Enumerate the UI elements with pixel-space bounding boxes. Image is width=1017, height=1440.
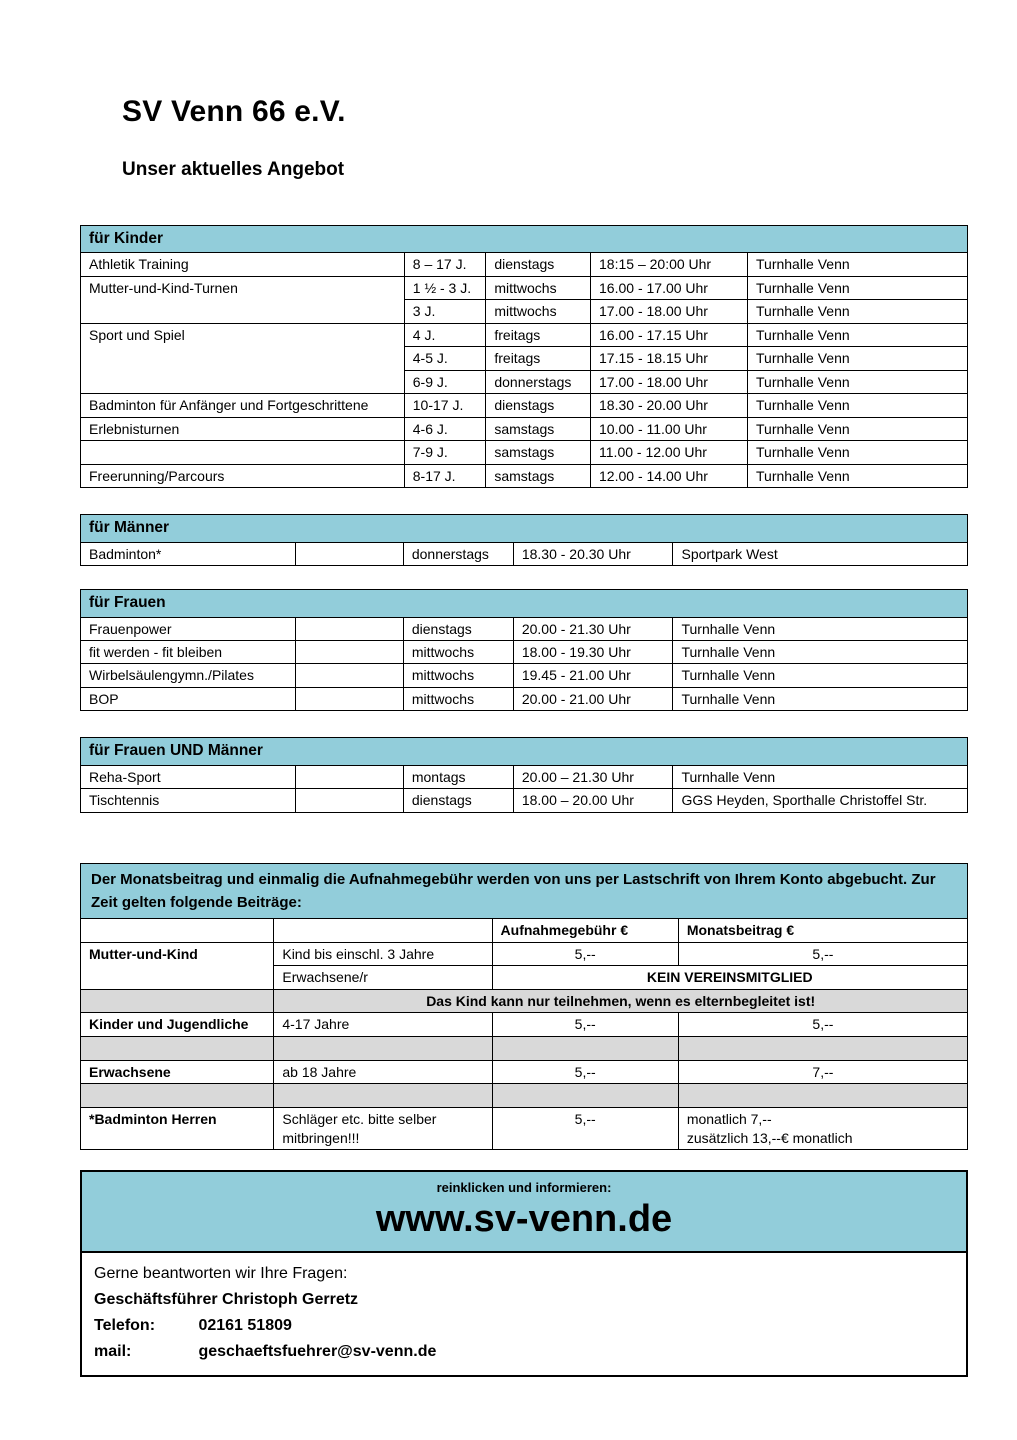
empty-cell (274, 919, 492, 942)
age-cell (295, 687, 403, 710)
detail-cell: Schläger etc. bitte selber mitbringen!!! (274, 1108, 492, 1150)
activity-cell: Tischtennis (81, 789, 296, 812)
time-cell: 17.00 - 18.00 Uhr (591, 370, 748, 393)
fee-cell (678, 1108, 967, 1150)
day-cell: mittwochs (403, 687, 513, 710)
time-cell: 20.00 – 21.30 Uhr (513, 765, 673, 788)
table-beitraege (80, 863, 968, 1150)
activity-cell: Reha-Sport (81, 765, 296, 788)
activity-cell: Wirbelsäulengymn./Pilates (81, 664, 296, 687)
category-cell: Erwachsene (81, 1060, 274, 1083)
empty-cell (678, 1084, 967, 1108)
time-cell: 10.00 - 11.00 Uhr (591, 417, 748, 440)
age-cell: 4-6 J. (404, 417, 486, 440)
age-cell: 8-17 J. (404, 464, 486, 487)
age-cell: 8 – 17 J. (404, 253, 486, 276)
table-row (81, 464, 968, 487)
fee-cell: 5,-- (492, 1013, 678, 1036)
activity-cell: fit werden - fit bleiben (81, 640, 296, 663)
activity-cell: Freerunning/Parcours (81, 464, 405, 487)
location-cell: Turnhalle Venn (748, 323, 968, 346)
table-row (81, 640, 968, 663)
empty-cell (274, 1084, 492, 1108)
day-cell: mittwochs (403, 640, 513, 663)
time-cell: 12.00 - 14.00 Uhr (591, 464, 748, 487)
location-cell: Turnhalle Venn (748, 300, 968, 323)
fee-cell: 5,-- (492, 942, 678, 965)
table-row (81, 617, 968, 640)
location-cell: Turnhalle Venn (748, 464, 968, 487)
table-row (81, 542, 968, 565)
location-cell: Turnhalle Venn (748, 417, 968, 440)
contact-box (80, 1253, 968, 1377)
promo-text: reinklicken und informieren: (436, 1180, 612, 1196)
time-cell: 17.15 - 18.15 Uhr (591, 347, 748, 370)
fees-intro-text: Der Monatsbeitrag und einmalig die Aufnahmegebühr werden von uns per Lastschrift von Ihrem Konto abgebucht. Zur Zeit gelten folgende Beiträge: (81, 863, 968, 919)
day-cell: dienstags (486, 394, 591, 417)
table-header-row (81, 226, 968, 253)
table-header-row (81, 515, 968, 542)
detail-cell: Erwachsene/r (274, 966, 492, 989)
location-cell: Turnhalle Venn (748, 253, 968, 276)
time-cell: 20.00 - 21.00 Uhr (513, 687, 673, 710)
spacer-row (81, 1084, 968, 1108)
location-cell: GGS Heyden, Sporthalle Christoffel Str. (673, 789, 968, 812)
fee-note-row (81, 989, 968, 1012)
page-subtitle: Unser aktuelles Angebot (122, 159, 345, 180)
day-cell: donnerstags (403, 542, 513, 565)
time-cell: 18.00 – 20.00 Uhr (513, 789, 673, 812)
note-cell: Das Kind kann nur teilnehmen, wenn es elternbegleitet ist! (274, 989, 968, 1012)
day-cell: mittwochs (403, 664, 513, 687)
contact-intro: Gerne beantworten wir Ihre Fragen: (94, 1264, 348, 1282)
empty-cell (274, 1036, 492, 1060)
mail-label: mail: (94, 1342, 132, 1360)
website-promo-box (80, 1170, 968, 1253)
day-cell: dienstags (403, 617, 513, 640)
section-header: für Männer (81, 515, 968, 542)
contact-mail-line (94, 1339, 954, 1365)
fee-cell: 5,-- (492, 1060, 678, 1083)
time-cell: 17.00 - 18.00 Uhr (591, 300, 748, 323)
category-cell: *Badminton Herren (81, 1108, 274, 1150)
activity-cell: BOP (81, 687, 296, 710)
activity-cell: Athletik Training (81, 253, 405, 276)
location-cell: Turnhalle Venn (748, 441, 968, 464)
activity-cell: Badminton* (81, 542, 296, 565)
fee-row-erwachsene (81, 1060, 968, 1083)
day-cell: freitags (486, 347, 591, 370)
contact-name: Geschäftsführer Christoph Gerretz (94, 1290, 359, 1308)
location-cell: Turnhalle Venn (673, 617, 968, 640)
location-cell: Turnhalle Venn (673, 765, 968, 788)
table-header-row (81, 738, 968, 765)
day-cell: dienstags (486, 253, 591, 276)
empty-cell (81, 1036, 274, 1060)
empty-cell (81, 989, 274, 1012)
activity-cell: Erlebnisturnen (81, 417, 405, 440)
time-cell: 19.45 - 21.00 Uhr (513, 664, 673, 687)
activity-cell (81, 441, 405, 464)
column-header-monatsbeitrag: Monatsbeitrag € (678, 919, 967, 942)
age-cell: 4-5 J. (404, 347, 486, 370)
column-header-aufnahmegebuehr: Aufnahmegebühr € (492, 919, 678, 942)
section-header: für Frauen UND Männer (81, 738, 968, 765)
day-cell: dienstags (403, 789, 513, 812)
section-header: für Kinder (81, 226, 968, 253)
fees-intro-row (81, 863, 968, 919)
table-row (81, 323, 968, 346)
empty-cell (678, 1036, 967, 1060)
empty-cell (492, 1084, 678, 1108)
day-cell: mittwochs (486, 276, 591, 299)
day-cell: freitags (486, 323, 591, 346)
section-header: für Frauen (81, 590, 968, 617)
time-cell: 16.00 - 17.00 Uhr (591, 276, 748, 299)
day-cell: montags (403, 765, 513, 788)
spacer-row (81, 1036, 968, 1060)
age-cell: 6-9 J. (404, 370, 486, 393)
time-cell: 18:15 – 20:00 Uhr (591, 253, 748, 276)
empty-cell (492, 1036, 678, 1060)
time-cell: 18.00 - 19.30 Uhr (513, 640, 673, 663)
email-link[interactable]: geschaeftsfuehrer@sv-venn.de (198, 1342, 437, 1360)
table-fuer-kinder (80, 225, 968, 488)
day-cell: samstags (486, 417, 591, 440)
merged-note-cell: KEIN VEREINSMITGLIED (492, 966, 967, 989)
table-row (81, 789, 968, 812)
day-cell: samstags (486, 441, 591, 464)
table-row (81, 417, 968, 440)
age-cell (295, 765, 403, 788)
table-frauen-und-maenner (80, 737, 968, 812)
time-cell: 11.00 - 12.00 Uhr (591, 441, 748, 464)
activity-cell: Sport und Spiel (81, 323, 405, 393)
table-fuer-maenner (80, 514, 968, 566)
phone-value: 02161 51809 (198, 1316, 292, 1334)
fee-cell: 7,-- (678, 1060, 967, 1083)
table-row (81, 441, 968, 464)
time-cell: 18.30 - 20.30 Uhr (513, 542, 673, 565)
time-cell: 20.00 - 21.30 Uhr (513, 617, 673, 640)
fee-cell: 5,-- (678, 942, 967, 965)
age-cell (295, 789, 403, 812)
table-row (81, 687, 968, 710)
category-cell: Kinder und Jugendliche (81, 1013, 274, 1036)
time-cell: 16.00 - 17.15 Uhr (591, 323, 748, 346)
day-cell: samstags (486, 464, 591, 487)
website-link[interactable]: www.sv-venn.de (375, 1198, 673, 1241)
location-cell: Turnhalle Venn (673, 687, 968, 710)
fee-line: monatlich 7,-- (686, 1111, 772, 1128)
age-cell (295, 664, 403, 687)
empty-cell (81, 1084, 274, 1108)
table-row (81, 276, 968, 299)
detail-cell: 4-17 Jahre (274, 1013, 492, 1036)
age-cell: 10-17 J. (404, 394, 486, 417)
location-cell: Turnhalle Venn (673, 664, 968, 687)
fees-column-header-row (81, 919, 968, 942)
fee-cell: 5,-- (492, 1108, 678, 1150)
table-row (81, 253, 968, 276)
fee-line: zusätzlich 13,--€ monatlich (686, 1129, 853, 1146)
age-cell: 4 J. (404, 323, 486, 346)
fee-row-kinder-jugendliche (81, 1013, 968, 1036)
location-cell: Turnhalle Venn (748, 394, 968, 417)
location-cell: Turnhalle Venn (673, 640, 968, 663)
table-fuer-frauen (80, 589, 968, 711)
location-cell: Sportpark West (673, 542, 968, 565)
detail-cell: ab 18 Jahre (274, 1060, 492, 1083)
age-cell: 7-9 J. (404, 441, 486, 464)
age-cell: 3 J. (404, 300, 486, 323)
table-row (81, 664, 968, 687)
empty-cell (81, 919, 274, 942)
detail-cell: Kind bis einschl. 3 Jahre (274, 942, 492, 965)
location-cell: Turnhalle Venn (748, 370, 968, 393)
fee-row-badminton-herren (81, 1108, 968, 1150)
location-cell: Turnhalle Venn (748, 276, 968, 299)
category-cell: Mutter-und-Kind (81, 942, 274, 989)
age-cell (295, 617, 403, 640)
fee-cell: 5,-- (678, 1013, 967, 1036)
table-row (81, 765, 968, 788)
day-cell: donnerstags (486, 370, 591, 393)
page-title: SV Venn 66 e.V. (122, 95, 346, 128)
time-cell: 18.30 - 20.00 Uhr (591, 394, 748, 417)
table-row (81, 394, 968, 417)
activity-cell: Mutter-und-Kind-Turnen (81, 276, 405, 323)
phone-label: Telefon: (94, 1316, 156, 1334)
age-cell (295, 542, 403, 565)
activity-cell: Badminton für Anfänger und Fortgeschrittene (81, 394, 405, 417)
table-header-row (81, 590, 968, 617)
contact-phone-line (94, 1313, 954, 1339)
day-cell: mittwochs (486, 300, 591, 323)
activity-cell: Frauenpower (81, 617, 296, 640)
location-cell: Turnhalle Venn (748, 347, 968, 370)
fee-row-mutter-kind (81, 942, 968, 965)
age-cell (295, 640, 403, 663)
age-cell: 1 ½ - 3 J. (404, 276, 486, 299)
